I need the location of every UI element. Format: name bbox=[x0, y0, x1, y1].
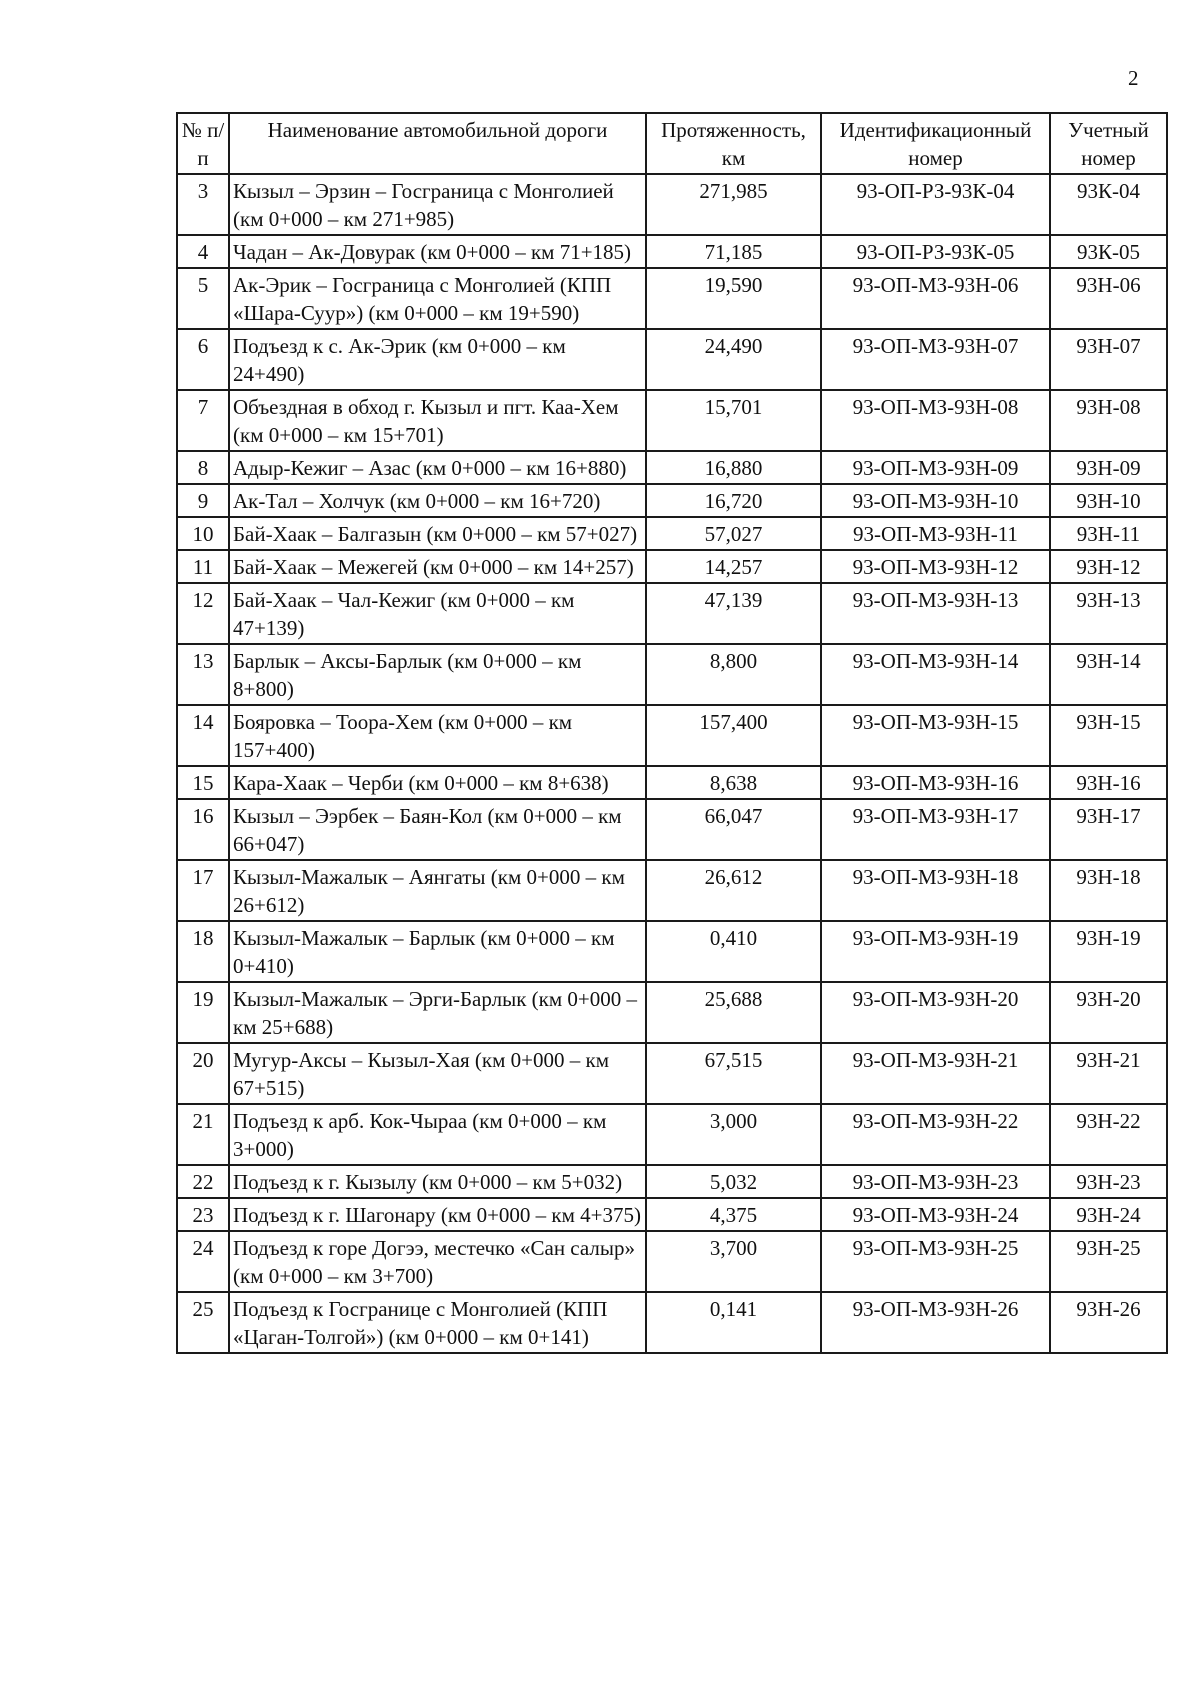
cell-road-name: Объездная в обход г. Кызыл и пгт. Каа-Хем (км 0+000 – км 15+701) bbox=[229, 390, 646, 451]
cell-num: 3 bbox=[177, 174, 229, 235]
cell-num: 13 bbox=[177, 644, 229, 705]
table-row bbox=[177, 1043, 1167, 1104]
table-row bbox=[177, 550, 1167, 583]
cell-num: 24 bbox=[177, 1231, 229, 1292]
cell-id-number: 93-ОП-МЗ-93Н-19 bbox=[821, 921, 1050, 982]
cell-id-number: 93-ОП-МЗ-93Н-26 bbox=[821, 1292, 1050, 1353]
cell-length: 71,185 bbox=[646, 235, 821, 268]
cell-account-number: 93Н-20 bbox=[1050, 982, 1167, 1043]
cell-account-number: 93К-05 bbox=[1050, 235, 1167, 268]
cell-account-number: 93Н-14 bbox=[1050, 644, 1167, 705]
cell-num: 12 bbox=[177, 583, 229, 644]
cell-num: 14 bbox=[177, 705, 229, 766]
cell-road-name: Бай-Хаак – Межегей (км 0+000 – км 14+257) bbox=[229, 550, 646, 583]
cell-road-name: Подъезд к горе Догээ, местечко «Сан салыр» (км 0+000 – км 3+700) bbox=[229, 1231, 646, 1292]
cell-id-number: 93-ОП-МЗ-93Н-21 bbox=[821, 1043, 1050, 1104]
table-row bbox=[177, 329, 1167, 390]
cell-length: 8,638 bbox=[646, 766, 821, 799]
cell-id-number: 93-ОП-МЗ-93Н-13 bbox=[821, 583, 1050, 644]
cell-id-number: 93-ОП-МЗ-93Н-11 bbox=[821, 517, 1050, 550]
cell-length: 3,700 bbox=[646, 1231, 821, 1292]
cell-account-number: 93Н-18 bbox=[1050, 860, 1167, 921]
cell-road-name: Подъезд к Госгранице с Монголией (КПП «Цаган-Толгой») (км 0+000 – км 0+141) bbox=[229, 1292, 646, 1353]
table-row bbox=[177, 644, 1167, 705]
cell-id-number: 93-ОП-МЗ-93Н-07 bbox=[821, 329, 1050, 390]
cell-length: 19,590 bbox=[646, 268, 821, 329]
cell-num: 4 bbox=[177, 235, 229, 268]
table-row bbox=[177, 268, 1167, 329]
cell-id-number: 93-ОП-МЗ-93Н-23 bbox=[821, 1165, 1050, 1198]
cell-account-number: 93Н-21 bbox=[1050, 1043, 1167, 1104]
table-row bbox=[177, 174, 1167, 235]
cell-road-name: Бояровка – Тоора-Хем (км 0+000 – км 157+400) bbox=[229, 705, 646, 766]
cell-id-number: 93-ОП-РЗ-93К-04 bbox=[821, 174, 1050, 235]
table-row bbox=[177, 1198, 1167, 1231]
cell-account-number: 93Н-17 bbox=[1050, 799, 1167, 860]
cell-road-name: Мугур-Аксы – Кызыл-Хая (км 0+000 – км 67+515) bbox=[229, 1043, 646, 1104]
cell-account-number: 93Н-12 bbox=[1050, 550, 1167, 583]
table-row bbox=[177, 766, 1167, 799]
cell-length: 4,375 bbox=[646, 1198, 821, 1231]
cell-road-name: Бай-Хаак – Чал-Кежиг (км 0+000 – км 47+139) bbox=[229, 583, 646, 644]
page-number: 2 bbox=[1128, 66, 1139, 90]
cell-id-number: 93-ОП-МЗ-93Н-15 bbox=[821, 705, 1050, 766]
cell-id-number: 93-ОП-МЗ-93Н-24 bbox=[821, 1198, 1050, 1231]
table-row bbox=[177, 583, 1167, 644]
cell-account-number: 93Н-25 bbox=[1050, 1231, 1167, 1292]
cell-id-number: 93-ОП-МЗ-93Н-25 bbox=[821, 1231, 1050, 1292]
cell-length: 3,000 bbox=[646, 1104, 821, 1165]
cell-num: 8 bbox=[177, 451, 229, 484]
cell-account-number: 93Н-07 bbox=[1050, 329, 1167, 390]
cell-account-number: 93Н-23 bbox=[1050, 1165, 1167, 1198]
cell-id-number: 93-ОП-МЗ-93Н-17 bbox=[821, 799, 1050, 860]
cell-account-number: 93Н-26 bbox=[1050, 1292, 1167, 1353]
table-row bbox=[177, 235, 1167, 268]
table-row bbox=[177, 1165, 1167, 1198]
cell-id-number: 93-ОП-МЗ-93Н-16 bbox=[821, 766, 1050, 799]
cell-id-number: 93-ОП-МЗ-93Н-20 bbox=[821, 982, 1050, 1043]
cell-id-number: 93-ОП-МЗ-93Н-18 bbox=[821, 860, 1050, 921]
table-row bbox=[177, 390, 1167, 451]
cell-length: 14,257 bbox=[646, 550, 821, 583]
cell-num: 20 bbox=[177, 1043, 229, 1104]
table-row bbox=[177, 921, 1167, 982]
cell-id-number: 93-ОП-МЗ-93Н-10 bbox=[821, 484, 1050, 517]
cell-road-name: Кызыл-Мажалык – Аянгаты (км 0+000 – км 26+612) bbox=[229, 860, 646, 921]
cell-length: 66,047 bbox=[646, 799, 821, 860]
cell-num: 23 bbox=[177, 1198, 229, 1231]
cell-id-number: 93-ОП-МЗ-93Н-09 bbox=[821, 451, 1050, 484]
cell-road-name: Подъезд к с. Ак-Эрик (км 0+000 – км 24+490) bbox=[229, 329, 646, 390]
cell-num: 10 bbox=[177, 517, 229, 550]
cell-length: 16,880 bbox=[646, 451, 821, 484]
table-header bbox=[177, 113, 1167, 174]
cell-id-number: 93-ОП-МЗ-93Н-06 bbox=[821, 268, 1050, 329]
cell-num: 15 bbox=[177, 766, 229, 799]
cell-account-number: 93Н-13 bbox=[1050, 583, 1167, 644]
cell-id-number: 93-ОП-МЗ-93Н-12 bbox=[821, 550, 1050, 583]
table-row bbox=[177, 517, 1167, 550]
cell-length: 57,027 bbox=[646, 517, 821, 550]
cell-length: 0,410 bbox=[646, 921, 821, 982]
cell-account-number: 93Н-06 bbox=[1050, 268, 1167, 329]
table-row bbox=[177, 484, 1167, 517]
table-row bbox=[177, 451, 1167, 484]
cell-id-number: 93-ОП-РЗ-93К-05 bbox=[821, 235, 1050, 268]
cell-length: 47,139 bbox=[646, 583, 821, 644]
cell-road-name: Кызыл – Эрзин – Госграница с Монголией (км 0+000 – км 271+985) bbox=[229, 174, 646, 235]
cell-length: 271,985 bbox=[646, 174, 821, 235]
table-body bbox=[177, 174, 1167, 1353]
cell-account-number: 93Н-15 bbox=[1050, 705, 1167, 766]
cell-road-name: Ак-Тал – Холчук (км 0+000 – км 16+720) bbox=[229, 484, 646, 517]
cell-num: 18 bbox=[177, 921, 229, 982]
cell-num: 21 bbox=[177, 1104, 229, 1165]
cell-road-name: Кара-Хаак – Черби (км 0+000 – км 8+638) bbox=[229, 766, 646, 799]
table-row bbox=[177, 1231, 1167, 1292]
cell-road-name: Кызыл – Ээрбек – Баян-Кол (км 0+000 – км 66+047) bbox=[229, 799, 646, 860]
cell-num: 9 bbox=[177, 484, 229, 517]
cell-account-number: 93К-04 bbox=[1050, 174, 1167, 235]
cell-road-name: Подъезд к арб. Кок-Чыраа (км 0+000 – км 3+000) bbox=[229, 1104, 646, 1165]
header-row bbox=[177, 113, 1167, 174]
cell-account-number: 93Н-24 bbox=[1050, 1198, 1167, 1231]
cell-length: 16,720 bbox=[646, 484, 821, 517]
cell-account-number: 93Н-22 bbox=[1050, 1104, 1167, 1165]
header-length: Протяженность, км bbox=[646, 113, 821, 174]
cell-length: 0,141 bbox=[646, 1292, 821, 1353]
header-id: Идентификационный номер bbox=[821, 113, 1050, 174]
cell-num: 17 bbox=[177, 860, 229, 921]
cell-account-number: 93Н-11 bbox=[1050, 517, 1167, 550]
cell-num: 6 bbox=[177, 329, 229, 390]
cell-id-number: 93-ОП-МЗ-93Н-22 bbox=[821, 1104, 1050, 1165]
cell-account-number: 93Н-09 bbox=[1050, 451, 1167, 484]
table-row bbox=[177, 982, 1167, 1043]
cell-length: 67,515 bbox=[646, 1043, 821, 1104]
cell-id-number: 93-ОП-МЗ-93Н-08 bbox=[821, 390, 1050, 451]
cell-length: 26,612 bbox=[646, 860, 821, 921]
table-row bbox=[177, 799, 1167, 860]
cell-length: 157,400 bbox=[646, 705, 821, 766]
cell-road-name: Барлык – Аксы-Барлык (км 0+000 – км 8+800) bbox=[229, 644, 646, 705]
cell-account-number: 93Н-19 bbox=[1050, 921, 1167, 982]
cell-account-number: 93Н-08 bbox=[1050, 390, 1167, 451]
cell-road-name: Чадан – Ак-Довурак (км 0+000 – км 71+185) bbox=[229, 235, 646, 268]
table-row bbox=[177, 705, 1167, 766]
cell-num: 11 bbox=[177, 550, 229, 583]
cell-road-name: Бай-Хаак – Балгазын (км 0+000 – км 57+027) bbox=[229, 517, 646, 550]
cell-length: 5,032 bbox=[646, 1165, 821, 1198]
header-name: Наименование автомобильной дороги bbox=[229, 113, 646, 174]
table-row bbox=[177, 1292, 1167, 1353]
cell-road-name: Кызыл-Мажалык – Барлык (км 0+000 – км 0+410) bbox=[229, 921, 646, 982]
roads-table bbox=[176, 112, 1168, 1354]
cell-road-name: Подъезд к г. Шагонару (км 0+000 – км 4+375) bbox=[229, 1198, 646, 1231]
cell-length: 25,688 bbox=[646, 982, 821, 1043]
cell-account-number: 93Н-10 bbox=[1050, 484, 1167, 517]
cell-num: 5 bbox=[177, 268, 229, 329]
header-num: № п/п bbox=[177, 113, 229, 174]
cell-id-number: 93-ОП-МЗ-93Н-14 bbox=[821, 644, 1050, 705]
cell-length: 15,701 bbox=[646, 390, 821, 451]
cell-num: 16 bbox=[177, 799, 229, 860]
cell-num: 19 bbox=[177, 982, 229, 1043]
header-account: Учетный номер bbox=[1050, 113, 1167, 174]
cell-num: 22 bbox=[177, 1165, 229, 1198]
cell-road-name: Ак-Эрик – Госграница с Монголией (КПП «Шара-Суур») (км 0+000 – км 19+590) bbox=[229, 268, 646, 329]
cell-account-number: 93Н-16 bbox=[1050, 766, 1167, 799]
cell-road-name: Адыр-Кежиг – Азас (км 0+000 – км 16+880) bbox=[229, 451, 646, 484]
cell-length: 24,490 bbox=[646, 329, 821, 390]
cell-road-name: Подъезд к г. Кызылу (км 0+000 – км 5+032) bbox=[229, 1165, 646, 1198]
table-row bbox=[177, 860, 1167, 921]
table-row bbox=[177, 1104, 1167, 1165]
cell-num: 7 bbox=[177, 390, 229, 451]
cell-road-name: Кызыл-Мажалык – Эрги-Барлык (км 0+000 – км 25+688) bbox=[229, 982, 646, 1043]
cell-num: 25 bbox=[177, 1292, 229, 1353]
cell-length: 8,800 bbox=[646, 644, 821, 705]
